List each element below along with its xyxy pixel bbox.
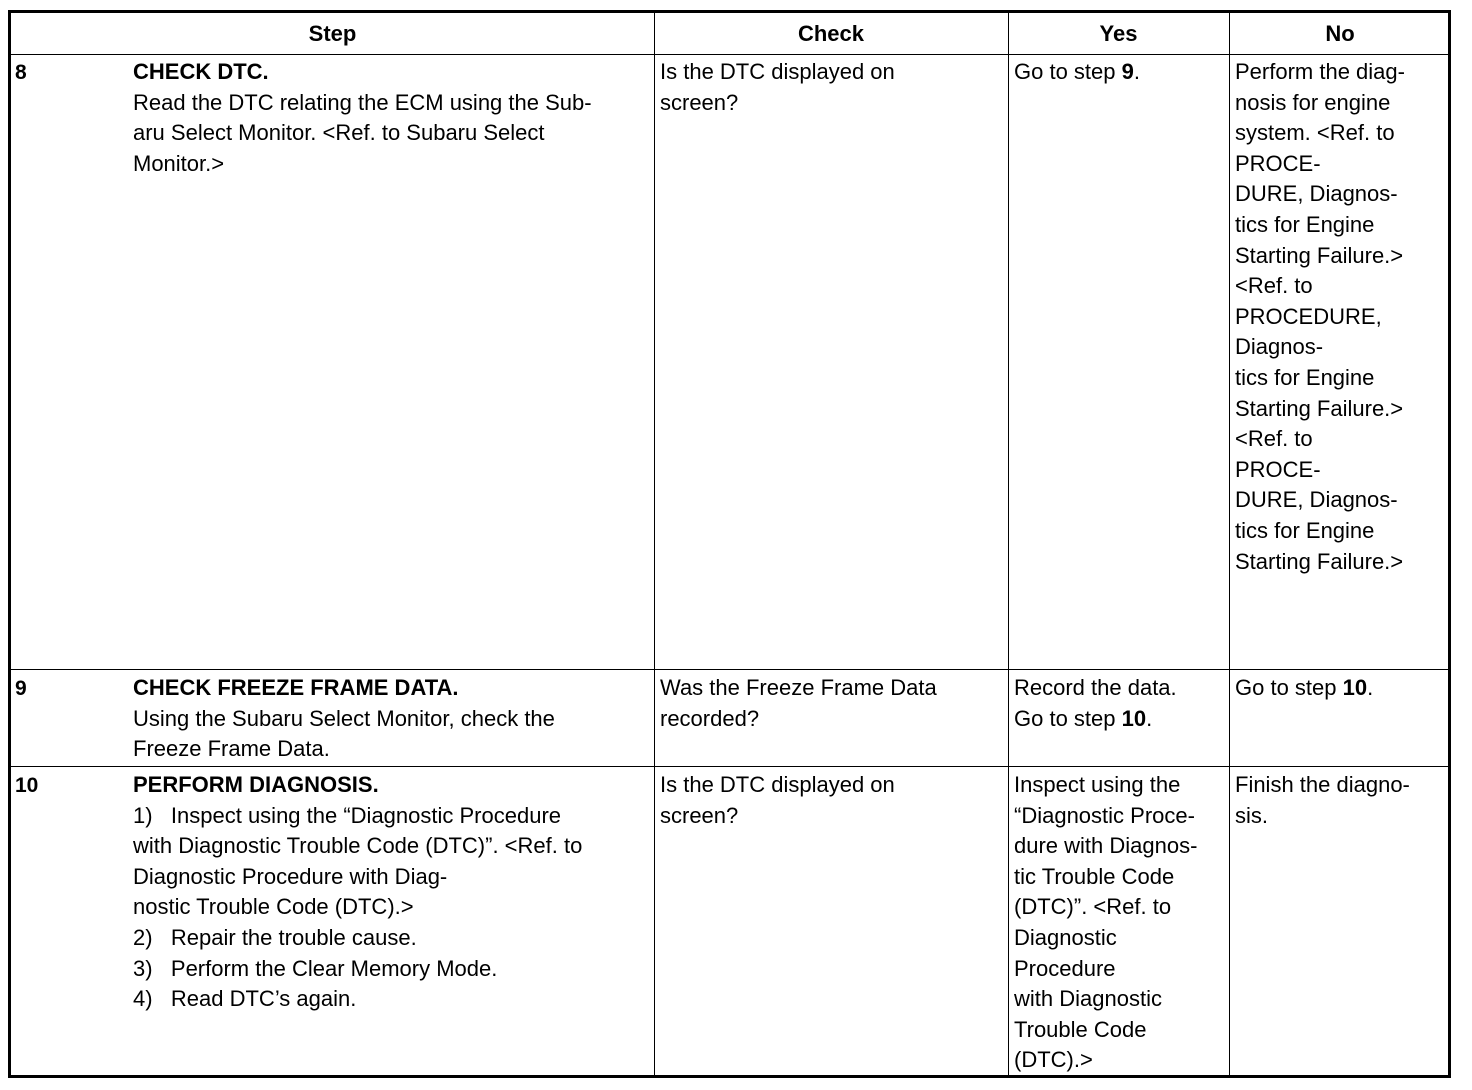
step-cell [133,770,582,1015]
check-text: Is the DTC displayed on [660,59,895,84]
yes-text: “Diagnostic Proce- [1014,802,1195,828]
step-text: Diagnostic Procedure with Diag- [133,863,448,889]
no-text: Perform the diag- [1235,59,1405,84]
step-text: Using the Subaru Select Monitor, check the [133,705,555,731]
step-text: nostic Trouble Code (DTC).> [133,894,414,920]
step-title: CHECK DTC. [133,59,269,84]
no-text: PROCE- [1235,150,1321,176]
check-cell [660,673,937,734]
no-text: Starting Failure.> [1235,548,1404,574]
no-text: <Ref. to [1235,273,1313,299]
header-check: Check [797,21,865,46]
no-cell [1235,57,1405,577]
step-text: aru Select Monitor. <Ref. to Subaru Select [133,120,545,146]
no-text: system. <Ref. to [1235,120,1395,146]
step-title: CHECK FREEZE FRAME DATA. [133,675,459,700]
yes-step-ref: 9 [1121,59,1134,84]
yes-text: dure with Diagnos- [1014,833,1198,859]
check-cell [660,770,895,831]
column-divider [654,13,655,1075]
no-text: DURE, Diagnos- [1235,487,1398,513]
yes-suffix: . [1146,705,1153,731]
no-text: tics for Engine [1235,517,1375,543]
yes-step-ref: 10 [1121,705,1147,731]
step-text: Freeze Frame Data. [133,736,330,762]
check-text: screen? [660,802,739,828]
yes-text: Trouble Code [1014,1016,1147,1042]
no-text: tics for Engine [1235,364,1375,390]
no-text: nosis for engine [1235,89,1391,115]
no-text: Starting Failure.> [1235,395,1404,421]
no-text: <Ref. to [1235,426,1313,452]
step-text: 2) Repair the trouble cause. [133,924,417,950]
no-text: sis. [1235,802,1268,828]
yes-prefix: Go to step [1014,59,1122,84]
step-title: PERFORM DIAGNOSIS. [133,772,379,797]
yes-text: Record the data. [1014,675,1177,700]
no-text: Diagnos- [1235,334,1324,360]
header-yes: Yes [1099,21,1138,46]
no-text: PROCEDURE, [1235,303,1382,329]
step-text: 4) Read DTC’s again. [133,986,357,1012]
yes-text: tic Trouble Code [1014,863,1175,889]
no-text: DURE, Diagnos- [1235,181,1398,207]
check-text: recorded? [660,705,760,731]
column-divider [1229,13,1230,1075]
step-number: 8 [15,61,27,84]
step-number: 9 [15,677,27,700]
step-cell [133,57,592,179]
step-text: Read the DTC relating the ECM using the Sub- [133,89,592,115]
diagnostic-table [8,10,1451,1078]
yes-text: Procedure [1014,955,1116,981]
no-cell [1235,770,1410,831]
yes-text: Inspect using the [1014,772,1181,797]
yes-suffix: . [1133,59,1140,84]
step-text: 1) Inspect using the “Diagnostic Procedure [133,802,562,828]
step-cell [133,673,555,765]
step-number: 10 [15,774,39,797]
check-text: screen? [660,89,739,115]
check-text: Was the Freeze Frame Data [660,675,937,700]
yes-text: with Diagnostic [1014,986,1162,1012]
check-cell [660,57,895,118]
header-no: No [1325,21,1355,46]
step-text: with Diagnostic Trouble Code (DTC)”. <Ref. to [133,833,583,859]
yes-cell [1014,57,1140,88]
column-divider [1008,13,1009,1075]
no-step-ref: 10 [1342,675,1368,700]
step-text: 3) Perform the Clear Memory Mode. [133,955,498,981]
yes-text: (DTC)”. <Ref. to [1014,894,1172,920]
yes-text: (DTC).> [1014,1047,1093,1073]
check-text: Is the DTC displayed on [660,772,895,797]
row-divider [11,766,1448,767]
header-step: Step [308,21,357,46]
no-text: PROCE- [1235,456,1321,482]
yes-text: Diagnostic [1014,924,1117,950]
no-suffix: . [1367,675,1374,700]
yes-text [1014,57,1140,88]
no-prefix: Go to step [1235,675,1343,700]
row-divider [11,669,1448,670]
yes-cell [1014,673,1177,734]
no-text: Finish the diagno- [1235,772,1410,797]
no-text: tics for Engine [1235,211,1375,237]
no-text: Starting Failure.> [1235,242,1404,268]
yes-text [1014,704,1177,735]
step-text: Monitor.> [133,150,225,176]
yes-prefix: Go to step [1014,705,1122,731]
no-text [1235,673,1373,704]
yes-cell [1014,770,1197,1076]
no-cell [1235,673,1373,704]
